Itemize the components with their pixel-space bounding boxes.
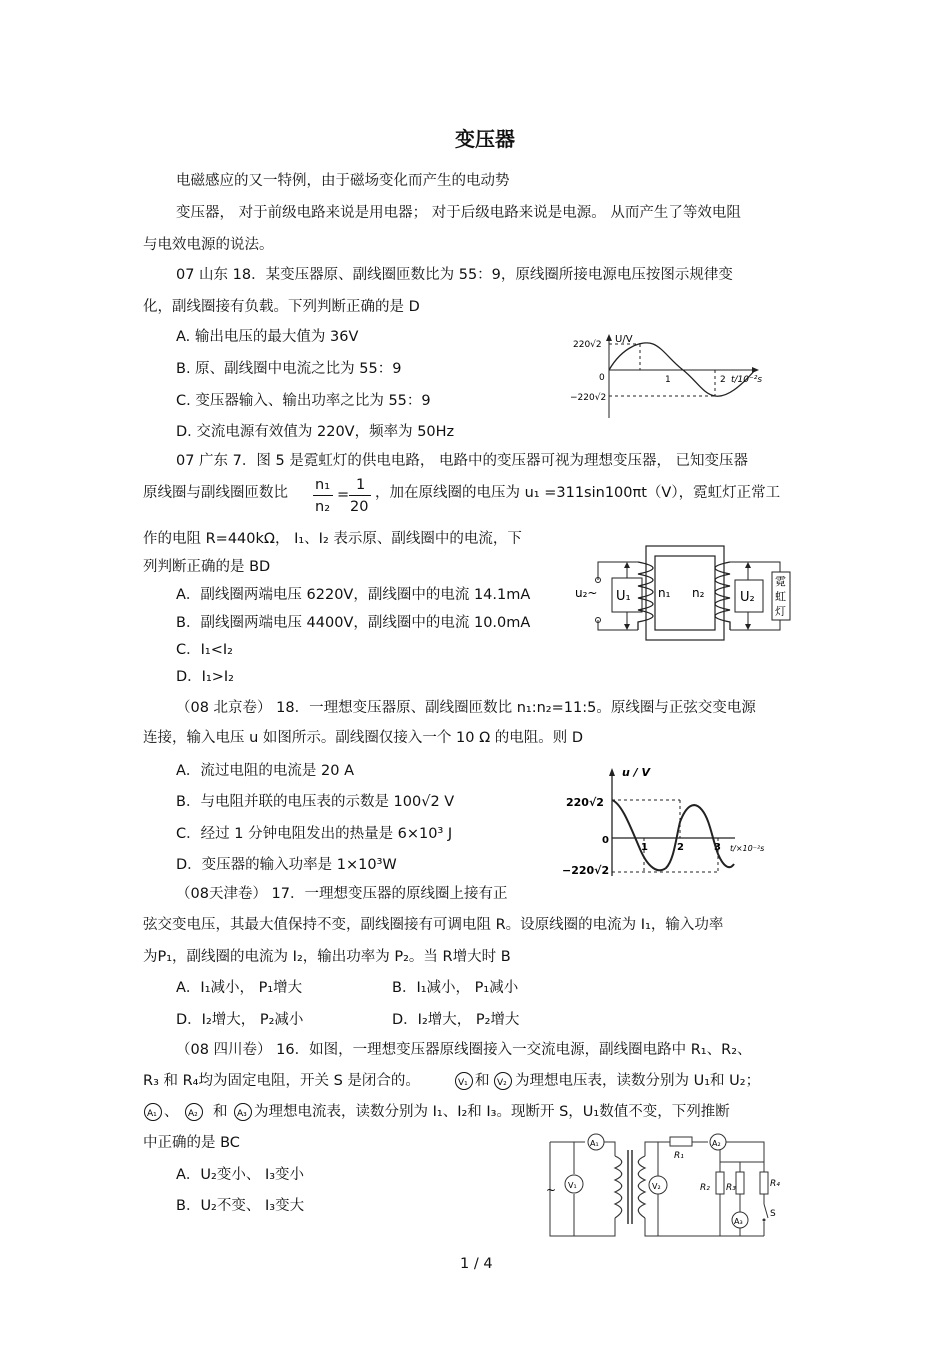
q1-option-a: A. 输出电压的最大值为 36V [176, 329, 359, 345]
q3-option-a: A．流过电阻的电流是 20 A [176, 763, 355, 779]
svg-text:A₁: A₁ [147, 1109, 157, 1119]
q5-circuit-source: ~ [546, 1183, 557, 1197]
svg-text:A₂: A₂ [188, 1109, 198, 1119]
q5-circuit-r3: R₃ [726, 1183, 736, 1193]
q5-circuit-a2: A₂ [712, 1139, 721, 1148]
q3-graph-y-label: u / V [622, 766, 651, 779]
q2-stem-2b: ，加在原线圈的电压为 u₁ =311sin100πt（V），霓虹灯正常工 [375, 485, 781, 501]
q5-circuit-a3: A₃ [734, 1217, 743, 1226]
q2-source-label: u₂~ [575, 586, 598, 600]
q2-lamp-char-1: 霓 [775, 575, 786, 588]
q3-voltage-graph [560, 764, 785, 879]
q1-graph-y-max: 220√2 [573, 340, 602, 350]
q2-frac-right-bar [349, 495, 371, 496]
q2-lamp-char-2: 虹 [775, 590, 786, 603]
q5-stem-2b: 和 [475, 1073, 490, 1089]
q3-graph-x-tick-1: 1 [641, 842, 648, 853]
q2-stem-1: 07 广东 7．图 5 是霓虹灯的供电电路， 电路中的变压器可视为理想变压器， 已知变压器 [176, 453, 749, 469]
page-title: 变压器 [455, 127, 515, 151]
q1-stem-2: 化，副线圈接有负载。下列判断正确的是 D [143, 299, 420, 315]
q5-circuit-r2: R₂ [700, 1183, 710, 1193]
q1-graph-x-label: t/10⁻²s [731, 375, 763, 385]
q4-stem-3: 为P₁，副线圈的电流为 I₂，输出功率为 P₂。当 R增大时 B [143, 949, 511, 965]
q2-stem-2a: 原线圈与副线圈匝数比 [143, 485, 288, 501]
q2-stem-3: 作的电阻 R=440kΩ， I₁、I₂ 表示原、副线圈中的电流，下 [143, 531, 522, 547]
q5-stem-1: （08 四川卷） 16．如图，一理想变压器原线圈接入一交流电源，副线圈电路中 R₁、R₂、 [176, 1042, 752, 1058]
v1-meter-icon [454, 1071, 474, 1095]
q5-stem-4: 中正确的是 BC [143, 1135, 240, 1151]
svg-text:A₃: A₃ [237, 1109, 247, 1119]
q3-option-d: D．变压器的输入功率是 1×10³W [176, 857, 397, 873]
q2-u2-label: U₂ [740, 590, 755, 605]
q5-stem-3c: 为理想电流表，读数分别为 I₁、I₂和 I₃。现断开 S，U₁数值不变，下列推断 [254, 1104, 730, 1120]
intro-line-1: 电磁感应的又一特例，由于磁场变化而产生的电动势 [176, 173, 510, 189]
q5-circuit-v1: V₁ [568, 1181, 577, 1190]
q2-stem-4: 列判断正确的是 BD [143, 559, 271, 575]
q2-option-b: B．副线圈两端电压 4400V，副线圈中的电流 10.0mA [176, 615, 531, 631]
q2-option-d: D．I₁>I₂ [176, 669, 234, 685]
a1-meter-icon [143, 1102, 163, 1126]
svg-text:V₁: V₁ [458, 1078, 468, 1088]
q2-frac-right-top: 1 [356, 477, 366, 493]
q5-circuit-a1: A₁ [590, 1139, 599, 1148]
q3-graph-x-label: t/×10⁻²s [730, 844, 765, 853]
q3-option-c: C．经过 1 分钟电阻发出的热量是 6×10³ J [176, 826, 453, 842]
a2-meter-icon [184, 1102, 204, 1126]
svg-text:V₂: V₂ [497, 1078, 507, 1088]
q1-graph-x-tick-2: 2 [720, 375, 726, 385]
q2-frac-left-top: n₁ [315, 477, 331, 493]
q5-transformer-circuit [540, 1132, 790, 1242]
q5-stem-3b: 和 [213, 1104, 228, 1120]
q4-option-b: B．I₁减小， P₁减小 [392, 980, 519, 996]
q2-n1-label: n₁ [658, 586, 671, 600]
intro-line-2: 变压器， 对于前级电路来说是用电器； 对于后级电路来说是电源。 从而产生了等效电阻 [176, 205, 741, 221]
q5-circuit-v2: V₂ [652, 1182, 661, 1191]
a3-meter-icon [233, 1102, 253, 1126]
q2-frac-left-bar [313, 495, 333, 496]
q3-stem-2: 连接，输入电压 u 如图所示。副线圈仅接入一个 10 Ω 的电阻。则 D [143, 730, 584, 746]
page-number: 1 / 4 [460, 1256, 493, 1272]
q2-n2-label: n₂ [692, 586, 705, 600]
q4-option-d: D．I₂增大， P₂增大 [392, 1012, 520, 1028]
q1-graph-y-label: U/V [615, 334, 633, 345]
q2-option-a: A．副线圈两端电压 6220V，副线圈中的电流 14.1mA [176, 587, 531, 603]
q3-graph-x-tick-2: 2 [677, 842, 684, 853]
q5-stem-2c: 为理想电压表，读数分别为 U₁和 U₂； [515, 1073, 761, 1089]
q5-stem-2a: R₃ 和 R₄均为固定电阻，开关 S 是闭合的。 [143, 1073, 420, 1089]
q1-voltage-graph [565, 332, 780, 422]
q1-option-b: B. 原、副线圈中电流之比为 55：9 [176, 361, 402, 377]
q5-circuit-r4: R₄ [770, 1179, 780, 1189]
q1-graph-y-min: −220√2 [570, 393, 607, 403]
q4-stem-1: （08天津卷） 17．一理想变压器的原线圈上接有正 [176, 886, 508, 902]
q2-frac-left-bottom: n₂ [315, 499, 331, 515]
q3-option-b: B．与电阻并联的电压表的示数是 100√2 V [176, 794, 455, 810]
q2-transformer-circuit [570, 540, 800, 645]
q2-frac-eq: = [337, 487, 350, 503]
q2-option-c: C．I₁<I₂ [176, 642, 233, 658]
q5-circuit-r1: R₁ [674, 1151, 684, 1161]
q5-option-a: A．U₂变小、 I₃变小 [176, 1167, 305, 1183]
intro-line-3: 与电效电源的说法。 [143, 237, 274, 253]
q1-graph-origin: 0 [599, 373, 605, 383]
q1-stem-1: 07 山东 18．某变压器原、副线圈匝数比为 55：9，原线圈所接电源电压按图示规律变 [176, 267, 733, 283]
q3-graph-y-max: 220√2 [566, 796, 604, 809]
v2-meter-icon [493, 1071, 513, 1095]
q2-u1-label: U₁ [616, 589, 631, 604]
q4-option-c: D．I₂增大， P₂减小 [176, 1012, 304, 1028]
q1-option-d: D. 交流电源有效值为 220V，频率为 50Hz [176, 424, 455, 440]
q3-graph-x-tick-3: 3 [714, 842, 721, 853]
q5-stem-3a: 、 [164, 1104, 179, 1120]
q1-graph-x-tick-1: 1 [665, 375, 671, 385]
q3-graph-origin: 0 [602, 835, 609, 846]
q1-option-c: C. 变压器输入、输出功率之比为 55：9 [176, 393, 431, 409]
q4-option-a: A．I₁减小， P₁增大 [176, 980, 303, 996]
q3-graph-y-min: −220√2 [562, 864, 610, 877]
q4-stem-2: 弦交变电压，其最大值保持不变，副线圈接有可调电阻 R。设原线圈的电流为 I₁，输入功率 [143, 917, 724, 933]
q2-frac-right-bottom: 20 [350, 499, 369, 515]
q5-option-b: B．U₂不变、 I₃变大 [176, 1198, 305, 1214]
q3-stem-1: （08 北京卷） 18．一理想变压器原、副线圈匝数比 n₁:n₂=11:5。原线圈与正弦交变电源 [176, 700, 756, 716]
q5-circuit-switch: S [770, 1209, 776, 1219]
q2-lamp-char-3: 灯 [775, 605, 786, 618]
